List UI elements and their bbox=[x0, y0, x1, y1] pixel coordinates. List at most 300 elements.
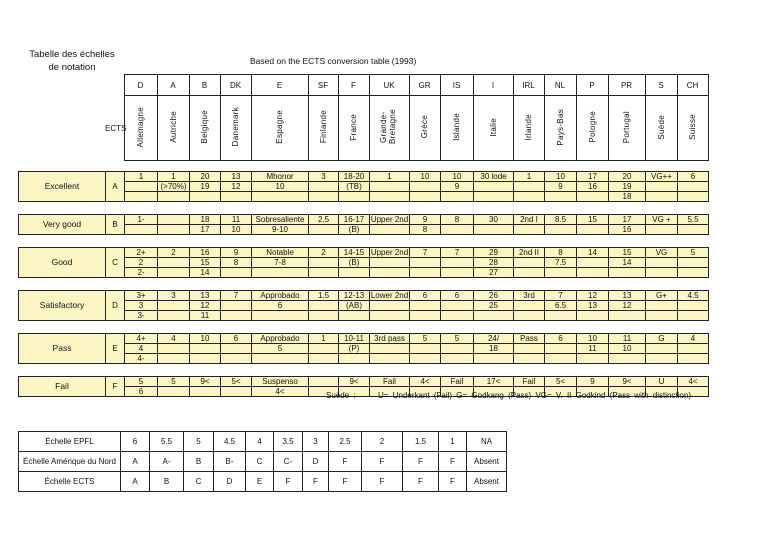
grade-cell bbox=[221, 268, 252, 278]
legend-country: Suède : bbox=[326, 391, 356, 400]
grade-cell bbox=[577, 268, 609, 278]
grade-cell bbox=[577, 258, 609, 268]
comparison-cell: C bbox=[184, 472, 214, 492]
grade-cell: 2 bbox=[125, 258, 158, 268]
grade-cell: 1 bbox=[514, 172, 545, 182]
grade-cell bbox=[309, 225, 339, 235]
grade-bands bbox=[18, 171, 709, 397]
comparison-cell: F bbox=[329, 472, 362, 492]
comparison-cell: F bbox=[274, 472, 303, 492]
comparison-label: Échelle Amérique du Nord bbox=[19, 452, 121, 472]
grade-cell: 30 lode bbox=[474, 172, 514, 182]
grade-cell: 17 bbox=[609, 215, 646, 225]
grade-cell: 10 bbox=[410, 172, 441, 182]
grade-cell: 19 bbox=[190, 182, 221, 192]
grade-cell bbox=[577, 192, 609, 202]
grade-cell: 1 bbox=[158, 172, 190, 182]
grade-cell: 5< bbox=[221, 377, 252, 387]
grade-cell: Upper 2nd bbox=[370, 248, 409, 257]
grade-cell bbox=[190, 192, 221, 202]
grade-cell: Fail bbox=[441, 377, 474, 387]
grade-cell: 3 bbox=[158, 291, 190, 301]
grade-cell: 3rd pass bbox=[370, 334, 410, 344]
grade-cell: 4+ bbox=[125, 334, 158, 344]
grade-cell: 4 bbox=[678, 334, 709, 344]
grade-cell bbox=[441, 258, 474, 268]
ects-grade: C bbox=[106, 248, 125, 278]
grade-cell: 18 bbox=[474, 344, 514, 354]
grade-cell bbox=[609, 354, 646, 364]
grade-cell bbox=[339, 311, 370, 321]
country-name-cell bbox=[409, 96, 440, 161]
comparison-cell: 1.5 bbox=[403, 432, 439, 452]
grade-cell: 8 bbox=[545, 248, 577, 258]
grade-row bbox=[19, 377, 709, 387]
country-code: F bbox=[338, 75, 369, 96]
grade-cell bbox=[577, 225, 609, 235]
comparison-cell: F bbox=[403, 472, 439, 492]
grade-cell: 15 bbox=[609, 248, 646, 258]
country-name: Portugal bbox=[622, 110, 631, 144]
grade-cell: 5< bbox=[545, 377, 577, 387]
grade-cell bbox=[158, 301, 190, 311]
comparison-cell: 4 bbox=[246, 432, 274, 452]
grade-cell bbox=[474, 192, 514, 202]
grade-cell: 2+ bbox=[125, 248, 158, 258]
grade-cell bbox=[474, 225, 514, 235]
grade-cell bbox=[158, 344, 190, 354]
grade-cell: Suspenso bbox=[252, 377, 309, 387]
grade-cell: (P) bbox=[339, 344, 370, 354]
grade-cell bbox=[125, 182, 158, 192]
country-code: E bbox=[251, 75, 308, 96]
grade-cell: 5.5 bbox=[678, 215, 709, 225]
comparison-cell: 2.5 bbox=[329, 432, 362, 452]
grade-cell bbox=[646, 192, 678, 202]
grade-cell bbox=[545, 311, 577, 321]
comparison-cell: F bbox=[303, 472, 329, 492]
grade-cell: 7 bbox=[545, 291, 577, 301]
grade-cell: (B) bbox=[339, 225, 370, 235]
grade-cell: 26 bbox=[474, 291, 514, 301]
grade-cell: 9 bbox=[410, 215, 441, 225]
country-code: SF bbox=[308, 75, 338, 96]
ects-grade: A bbox=[106, 172, 125, 202]
grade-cell: 11 bbox=[221, 215, 252, 225]
grade-cell bbox=[221, 301, 252, 311]
grade-cell: 10 bbox=[577, 334, 609, 344]
grade-cell: 3+ bbox=[125, 291, 158, 301]
grade-cell: 6 bbox=[441, 291, 474, 301]
grade-cell bbox=[646, 225, 678, 235]
grade-cell bbox=[514, 301, 545, 311]
grade-row bbox=[19, 248, 709, 258]
grade-cell: 14 bbox=[190, 268, 221, 278]
grade-cell bbox=[410, 301, 441, 311]
country-name-cell bbox=[308, 96, 338, 161]
grade-cell: Fail bbox=[370, 377, 410, 387]
country-name: France bbox=[349, 113, 358, 141]
grade-cell: 3rd bbox=[514, 291, 545, 301]
comparison-cell: A bbox=[121, 452, 150, 472]
grade-cell bbox=[545, 354, 577, 364]
country-header-table bbox=[18, 74, 709, 161]
comparison-cell: B bbox=[184, 452, 214, 472]
grade-cell: 4< bbox=[410, 377, 441, 387]
grade-cell: 8 bbox=[410, 225, 441, 235]
grade-cell bbox=[309, 344, 339, 354]
grade-cell: Approbado bbox=[252, 334, 309, 344]
grade-cell: 6 bbox=[221, 334, 252, 344]
grade-cell bbox=[545, 225, 577, 235]
grade-cell bbox=[252, 354, 309, 364]
grade-band-satisfactory bbox=[18, 290, 709, 321]
grade-cell bbox=[190, 354, 221, 364]
grade-cell: Fail bbox=[514, 377, 545, 387]
grade-cell: 4< bbox=[678, 377, 709, 387]
grade-cell: 2- bbox=[125, 268, 158, 278]
grade-cell bbox=[514, 258, 545, 268]
grade-cell bbox=[441, 268, 474, 278]
country-code: UK bbox=[369, 75, 409, 96]
comparison-cell: A- bbox=[150, 452, 184, 472]
country-name-cell bbox=[220, 96, 251, 161]
grade-cell bbox=[370, 268, 410, 278]
grade-cell bbox=[221, 311, 252, 321]
grade-cell: 7 bbox=[221, 291, 252, 301]
comparison-cell: 2 bbox=[362, 432, 403, 452]
ects-grade: E bbox=[106, 334, 125, 364]
country-name-cell bbox=[338, 96, 369, 161]
grade-cell bbox=[678, 268, 709, 278]
grade-cell: 25 bbox=[474, 301, 514, 311]
country-name-cell bbox=[645, 96, 677, 161]
comparison-cell: A bbox=[121, 472, 150, 492]
grade-cell: 4 bbox=[158, 334, 190, 344]
comparison-cell: F bbox=[329, 452, 362, 472]
country-name-cell bbox=[513, 96, 544, 161]
comparison-cell: F bbox=[403, 452, 439, 472]
grade-cell: 8 bbox=[441, 215, 474, 225]
grade-cell: 11 bbox=[609, 334, 646, 344]
country-name-cell bbox=[157, 96, 189, 161]
grade-cell bbox=[158, 268, 190, 278]
grade-cell: 6 bbox=[252, 301, 309, 311]
country-code: A bbox=[157, 75, 189, 96]
grade-cell: 18 bbox=[609, 192, 646, 202]
grade-label: Very good bbox=[19, 215, 106, 235]
grade-cell bbox=[309, 182, 339, 192]
grade-cell bbox=[646, 354, 678, 364]
grade-cell bbox=[514, 182, 545, 192]
grade-cell: 5 bbox=[125, 377, 158, 387]
comparison-cell: 6 bbox=[121, 432, 150, 452]
grade-cell: 15 bbox=[190, 258, 221, 268]
grade-cell: Notable bbox=[252, 248, 309, 258]
grade-cell: 4< bbox=[252, 387, 309, 397]
grade-cell bbox=[646, 301, 678, 311]
grade-cell: 13 bbox=[609, 291, 646, 301]
grade-cell: 10 bbox=[609, 344, 646, 354]
grade-cell: 1.5 bbox=[309, 291, 339, 301]
grade-cell bbox=[678, 344, 709, 354]
grade-cell bbox=[545, 268, 577, 278]
grade-cell bbox=[158, 354, 190, 364]
grade-cell: 18-20 bbox=[339, 172, 370, 182]
grade-cell: 7-8 bbox=[252, 258, 309, 268]
country-name-cell bbox=[576, 96, 608, 161]
grade-cell: U bbox=[646, 377, 678, 387]
country-code: IRL bbox=[513, 75, 544, 96]
comparison-table bbox=[18, 431, 507, 492]
ects-grade: B bbox=[106, 215, 125, 235]
grade-cell bbox=[545, 344, 577, 354]
grade-cell bbox=[158, 258, 190, 268]
page-title bbox=[22, 48, 122, 74]
grade-band-very-good bbox=[18, 214, 709, 235]
grade-label: Good bbox=[19, 248, 106, 278]
grade-cell: 10 bbox=[221, 225, 252, 235]
page-title-line-1: Tabelle des échelles bbox=[29, 49, 115, 60]
country-name: Pologne bbox=[587, 111, 597, 143]
grade-cell: 9 bbox=[441, 182, 474, 192]
grade-cell: 13 bbox=[577, 301, 609, 311]
grade-cell: 4.5 bbox=[678, 291, 709, 301]
country-name: Italie bbox=[488, 117, 498, 137]
grade-cell bbox=[678, 311, 709, 321]
grade-cell bbox=[370, 354, 410, 364]
grade-cell bbox=[646, 182, 678, 192]
grade-cell: 3 bbox=[309, 172, 339, 182]
grade-cell: 9 bbox=[545, 182, 577, 192]
country-name-cell bbox=[440, 96, 473, 161]
grade-cell bbox=[474, 311, 514, 321]
grade-cell bbox=[514, 311, 545, 321]
country-code: S bbox=[645, 75, 677, 96]
country-code: CH bbox=[677, 75, 708, 96]
grade-cell bbox=[474, 354, 514, 364]
ects-grade: F bbox=[106, 377, 125, 397]
grade-cell: 5 bbox=[678, 248, 709, 258]
grade-cell: Lower 2nd bbox=[370, 291, 409, 300]
grade-cell: 4- bbox=[125, 354, 158, 364]
grade-cell: 16 bbox=[190, 248, 221, 258]
country-name: Autriche bbox=[168, 111, 178, 143]
grade-cell: Mhonor bbox=[252, 172, 309, 182]
grade-cell bbox=[410, 182, 441, 192]
grade-cell: 2 bbox=[309, 248, 339, 258]
grade-cell bbox=[410, 311, 441, 321]
grade-cell bbox=[309, 354, 339, 364]
grade-cell bbox=[309, 301, 339, 311]
grade-cell bbox=[370, 182, 410, 192]
country-code: DK bbox=[220, 75, 251, 96]
comparison-cell: C bbox=[246, 452, 274, 472]
grade-cell: 29 bbox=[474, 248, 514, 258]
grade-cell bbox=[221, 387, 252, 397]
grade-cell bbox=[252, 311, 309, 321]
grade-cell: 10 bbox=[441, 172, 474, 182]
legend-text: U= Underkant (Fail) G= Godkang (Pass) VG= V. II Godkind (Pass with distinction) bbox=[378, 391, 691, 400]
grade-cell bbox=[514, 192, 545, 202]
grade-cell bbox=[158, 225, 190, 235]
comparison-cell: 4.5 bbox=[214, 432, 246, 452]
comparison-cell: 3 bbox=[303, 432, 329, 452]
comparison-cell: Absent bbox=[467, 472, 507, 492]
grade-cell bbox=[410, 268, 441, 278]
grade-cell bbox=[678, 192, 709, 202]
grade-cell: 10-11 bbox=[339, 334, 370, 344]
country-code: NL bbox=[544, 75, 576, 96]
grade-cell bbox=[309, 258, 339, 268]
country-name-cell bbox=[189, 96, 220, 161]
grade-cell: 7.5 bbox=[545, 258, 577, 268]
country-code: I bbox=[473, 75, 513, 96]
grade-cell bbox=[252, 268, 309, 278]
grade-cell bbox=[577, 311, 609, 321]
grade-cell bbox=[339, 354, 370, 364]
country-code: P bbox=[576, 75, 608, 96]
grade-cell bbox=[514, 354, 545, 364]
grade-cell: 3 bbox=[125, 301, 158, 311]
comparison-row bbox=[19, 452, 507, 472]
grade-cell: (AB) bbox=[339, 301, 370, 311]
grade-cell: 9< bbox=[609, 377, 646, 387]
grade-cell: 17 bbox=[190, 225, 221, 235]
grade-cell: 1 bbox=[125, 172, 158, 182]
grade-cell: Approbado bbox=[252, 291, 309, 301]
grade-cell bbox=[441, 192, 474, 202]
grade-cell: G bbox=[646, 334, 678, 344]
header-spacer bbox=[18, 75, 124, 96]
country-name: Suisse bbox=[688, 114, 697, 140]
comparison-cell: F bbox=[362, 472, 403, 492]
grade-cell: Upper 2nd bbox=[370, 215, 409, 224]
country-name-cell bbox=[124, 96, 157, 161]
grade-cell bbox=[609, 311, 646, 321]
grade-cell: 11 bbox=[190, 311, 221, 321]
grade-cell: (>70%) bbox=[158, 182, 190, 192]
grade-cell bbox=[410, 354, 441, 364]
grade-cell bbox=[646, 344, 678, 354]
grade-cell bbox=[577, 354, 609, 364]
comparison-cell: E bbox=[246, 472, 274, 492]
grade-cell: 5 bbox=[252, 344, 309, 354]
country-name: Pays-Bas bbox=[555, 108, 565, 146]
grade-band-excellent bbox=[18, 171, 709, 202]
grade-cell: 8 bbox=[221, 258, 252, 268]
comparison-label: Échelle ECTS bbox=[19, 472, 121, 492]
country-name: Finlande bbox=[318, 110, 328, 144]
country-name: Grèce bbox=[420, 115, 429, 139]
grade-cell bbox=[410, 192, 441, 202]
grade-cell: 6 bbox=[410, 291, 441, 301]
country-code: IS bbox=[440, 75, 473, 96]
grade-cell bbox=[309, 377, 339, 387]
grade-cell bbox=[158, 215, 190, 225]
grade-cell bbox=[646, 268, 678, 278]
grade-cell bbox=[158, 311, 190, 321]
grade-cell: 4 bbox=[125, 344, 158, 354]
grade-cell: G+ bbox=[646, 291, 678, 301]
grade-cell: 11 bbox=[577, 344, 609, 354]
grade-cell bbox=[221, 354, 252, 364]
grade-label: Pass bbox=[19, 334, 106, 364]
country-code: D bbox=[124, 75, 157, 96]
grade-cell bbox=[678, 258, 709, 268]
grade-cell: 2nd I bbox=[514, 215, 545, 225]
grade-cell bbox=[309, 192, 339, 202]
comparison-cell: F bbox=[362, 452, 403, 472]
grade-row bbox=[19, 172, 709, 182]
grade-cell: 17< bbox=[474, 377, 514, 387]
grade-cell: 16-17 bbox=[339, 215, 370, 225]
grade-cell bbox=[125, 192, 158, 202]
comparison-cell: 5.5 bbox=[150, 432, 184, 452]
grade-cell: 1 bbox=[370, 172, 410, 182]
grade-cell: (B) bbox=[339, 258, 370, 268]
comparison-cell: B bbox=[150, 472, 184, 492]
grade-cell bbox=[339, 268, 370, 278]
comparison-cell: F bbox=[439, 472, 467, 492]
grade-cell bbox=[221, 192, 252, 202]
grade-cell: 12-13 bbox=[339, 291, 370, 301]
page-title-line-2: de notation bbox=[48, 62, 96, 73]
grade-cell bbox=[646, 258, 678, 268]
grade-cell bbox=[158, 387, 190, 397]
grade-row bbox=[19, 291, 709, 301]
grade-cell: 9-10 bbox=[252, 225, 309, 235]
grade-cell: VG + bbox=[646, 215, 678, 225]
grade-cell: 30 bbox=[474, 215, 514, 225]
grade-cell: 5 bbox=[410, 334, 441, 344]
ects-grade: D bbox=[106, 291, 125, 321]
grade-cell bbox=[441, 344, 474, 354]
grade-cell bbox=[646, 311, 678, 321]
grade-cell: 14-15 bbox=[339, 248, 370, 258]
grade-cell bbox=[441, 311, 474, 321]
grade-cell: 14 bbox=[609, 258, 646, 268]
grade-label: Fail bbox=[19, 377, 106, 397]
grade-cell: 16 bbox=[609, 225, 646, 235]
grade-cell: 10 bbox=[545, 172, 577, 182]
grade-cell bbox=[441, 301, 474, 311]
grade-cell bbox=[252, 192, 309, 202]
grade-row bbox=[19, 334, 709, 344]
grade-cell: 9< bbox=[190, 377, 221, 387]
comparison-table-wrap bbox=[18, 431, 507, 492]
grade-cell: 13 bbox=[221, 172, 252, 182]
country-name-cell bbox=[473, 96, 513, 161]
grade-cell bbox=[514, 268, 545, 278]
grade-cell: 9 bbox=[577, 377, 609, 387]
grade-label: Excellent bbox=[19, 172, 106, 202]
grade-cell: 14 bbox=[577, 248, 609, 258]
grade-cell: 16 bbox=[577, 182, 609, 192]
comparison-cell: D bbox=[303, 452, 329, 472]
grade-cell: 18 bbox=[190, 215, 221, 225]
comparison-cell: NA bbox=[467, 432, 507, 452]
comparison-cell: F bbox=[439, 452, 467, 472]
grade-cell bbox=[678, 225, 709, 235]
grade-cell: Sobresaliente bbox=[252, 215, 309, 225]
grade-cell bbox=[370, 344, 410, 354]
country-name: Suède bbox=[656, 114, 666, 140]
grade-cell: 5 bbox=[441, 334, 474, 344]
grade-cell bbox=[125, 225, 158, 235]
grade-cell: 1 bbox=[309, 334, 339, 344]
country-name-cell bbox=[677, 96, 708, 161]
